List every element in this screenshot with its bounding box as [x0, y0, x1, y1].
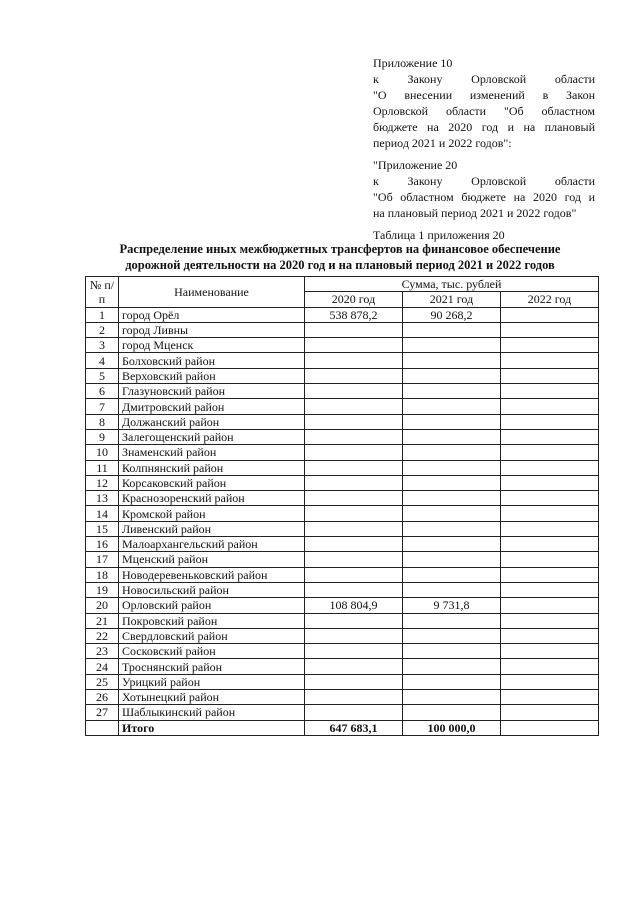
value-2020-cell	[305, 582, 403, 597]
value-2020-cell	[305, 475, 403, 490]
row-name-cell: Малоархангельский район	[119, 537, 305, 552]
table-row	[86, 659, 599, 674]
value-2022-cell	[501, 399, 599, 414]
row-name-cell: город Мценск	[119, 338, 305, 353]
value-2021-cell	[403, 399, 501, 414]
value-2020-cell	[305, 353, 403, 368]
row-name-cell: Глазуновский район	[119, 384, 305, 399]
row-number-cell: 9	[86, 429, 119, 444]
value-2020-cell	[305, 644, 403, 659]
value-2020-cell	[305, 384, 403, 399]
table-row	[86, 384, 599, 399]
column-header-sum: Сумма, тыс. рублей	[305, 277, 599, 292]
row-number-cell: 5	[86, 368, 119, 383]
row-number-cell: 11	[86, 460, 119, 475]
row-number-cell: 20	[86, 598, 119, 613]
row-number-cell: 13	[86, 491, 119, 506]
row-name-cell: Корсаковский район	[119, 475, 305, 490]
total-row	[86, 720, 599, 735]
value-2022-cell	[501, 613, 599, 628]
row-number-cell: 1	[86, 307, 119, 322]
value-2020-cell	[305, 506, 403, 521]
value-2021-cell	[403, 537, 501, 552]
total-2022-cell	[501, 720, 599, 735]
row-name-cell: Троснянский район	[119, 659, 305, 674]
value-2021-cell	[403, 506, 501, 521]
row-number-cell: 21	[86, 613, 119, 628]
row-name-cell: Орловский район	[119, 598, 305, 613]
row-name-cell: Урицкий район	[119, 674, 305, 689]
title-line: Распределение иных межбюджетных трансфертов на финансовое обеспечение	[119, 242, 561, 256]
value-2021-cell	[403, 429, 501, 444]
value-2022-cell	[501, 368, 599, 383]
row-number-cell: 16	[86, 537, 119, 552]
value-2022-cell	[501, 445, 599, 460]
value-2020-cell	[305, 414, 403, 429]
row-number-cell: 25	[86, 674, 119, 689]
row-name-cell: Кромской район	[119, 506, 305, 521]
value-2022-cell	[501, 628, 599, 643]
value-2022-cell	[501, 338, 599, 353]
appendix-20-reference-line: "Об областном бюджете на 2020 год и	[373, 190, 595, 204]
row-number-cell: 4	[86, 353, 119, 368]
value-2020-cell	[305, 537, 403, 552]
value-2022-cell	[501, 582, 599, 597]
column-header-name: Наименование	[119, 277, 305, 308]
table-row	[86, 368, 599, 383]
value-2020-cell	[305, 368, 403, 383]
value-2021-cell	[403, 628, 501, 643]
row-name-cell: Залегощенский район	[119, 429, 305, 444]
value-2021-cell	[403, 384, 501, 399]
value-2021-cell	[403, 445, 501, 460]
value-2022-cell	[501, 353, 599, 368]
table-row	[86, 353, 599, 368]
value-2021-cell	[403, 582, 501, 597]
value-2022-cell	[501, 598, 599, 613]
column-header-year: 2020 год	[305, 292, 403, 307]
value-2022-cell	[501, 414, 599, 429]
table-row	[86, 399, 599, 414]
value-2022-cell	[501, 460, 599, 475]
row-number-cell: 18	[86, 567, 119, 582]
row-number-cell: 7	[86, 399, 119, 414]
value-2020-cell	[305, 613, 403, 628]
table-row	[86, 414, 599, 429]
row-name-cell: Краснозоренский район	[119, 491, 305, 506]
appendix-20-reference-line: к Закону Орловской области	[373, 174, 595, 188]
row-name-cell: Новодеревеньковский район	[119, 567, 305, 582]
row-name-cell: Верховский район	[119, 368, 305, 383]
row-number-cell: 14	[86, 506, 119, 521]
total-2020-cell: 647 683,1	[305, 720, 403, 735]
value-2021-cell	[403, 460, 501, 475]
value-2022-cell	[501, 384, 599, 399]
value-2021-cell	[403, 674, 501, 689]
row-name-cell: Хотынецкий район	[119, 690, 305, 705]
table-row	[86, 491, 599, 506]
row-name-cell: Покровский район	[119, 613, 305, 628]
value-2020-cell	[305, 674, 403, 689]
law-reference-line: "О внесении изменений в Закон	[373, 88, 595, 102]
law-reference-line: бюджете на 2020 год и на плановый	[373, 120, 595, 134]
table-row	[86, 552, 599, 567]
table-row	[86, 475, 599, 490]
row-name-cell: Колпнянский район	[119, 460, 305, 475]
table-row	[86, 644, 599, 659]
value-2020-cell	[305, 521, 403, 536]
row-name-cell: Свердловский район	[119, 628, 305, 643]
value-2020-cell	[305, 491, 403, 506]
value-2020-cell	[305, 429, 403, 444]
value-2021-cell	[403, 491, 501, 506]
table-row	[86, 628, 599, 643]
total-label-cell: Итого	[119, 720, 305, 735]
table-row	[86, 445, 599, 460]
row-number-cell: 24	[86, 659, 119, 674]
value-2021-cell	[403, 338, 501, 353]
table-row	[86, 307, 599, 322]
law-reference-line: Орловской области "Об областном	[373, 104, 595, 118]
value-2020-cell	[305, 705, 403, 720]
total-number-cell	[86, 720, 119, 735]
value-2022-cell	[501, 322, 599, 337]
table-row	[86, 429, 599, 444]
table-row	[86, 506, 599, 521]
value-2022-cell	[501, 705, 599, 720]
table-row	[86, 613, 599, 628]
row-name-cell: Знаменский район	[119, 445, 305, 460]
row-name-cell: город Ливны	[119, 322, 305, 337]
row-name-cell: Болховский район	[119, 353, 305, 368]
law-reference-line: к Закону Орловской области	[373, 72, 595, 86]
row-name-cell: Шаблыкинский район	[119, 705, 305, 720]
value-2021-cell	[403, 322, 501, 337]
value-2021-cell	[403, 414, 501, 429]
row-number-cell: 27	[86, 705, 119, 720]
row-name-cell: Должанский район	[119, 414, 305, 429]
row-number-cell: 12	[86, 475, 119, 490]
table-row	[86, 322, 599, 337]
value-2021-cell	[403, 659, 501, 674]
row-number-cell: 22	[86, 628, 119, 643]
value-2022-cell	[501, 552, 599, 567]
value-2022-cell	[501, 491, 599, 506]
value-2020-cell	[305, 460, 403, 475]
value-2021-cell	[403, 368, 501, 383]
value-2020-cell: 108 804,9	[305, 598, 403, 613]
row-name-cell: Мценский район	[119, 552, 305, 567]
row-number-cell: 23	[86, 644, 119, 659]
value-2020-cell	[305, 690, 403, 705]
value-2020-cell: 538 878,2	[305, 307, 403, 322]
value-2021-cell	[403, 644, 501, 659]
value-2022-cell	[501, 644, 599, 659]
title-line: дорожной деятельности на 2020 год и на плановый период 2021 и 2022 годов	[125, 258, 555, 272]
row-number-cell: 2	[86, 322, 119, 337]
row-number-cell: 6	[86, 384, 119, 399]
row-name-cell: Дмитровский район	[119, 399, 305, 414]
table-row	[86, 674, 599, 689]
value-2022-cell	[501, 567, 599, 582]
value-2022-cell	[501, 690, 599, 705]
table-row	[86, 598, 599, 613]
value-2020-cell	[305, 552, 403, 567]
value-2021-cell: 90 268,2	[403, 307, 501, 322]
row-number-cell: 17	[86, 552, 119, 567]
value-2021-cell	[403, 567, 501, 582]
value-2021-cell	[403, 353, 501, 368]
law-reference-line: период 2021 и 2022 годов":	[373, 136, 512, 150]
table-row	[86, 521, 599, 536]
value-2020-cell	[305, 445, 403, 460]
document-header	[373, 55, 595, 243]
value-2021-cell	[403, 705, 501, 720]
appendix-20-label: "Приложение 20	[373, 158, 458, 172]
row-number-cell: 3	[86, 338, 119, 353]
value-2020-cell	[305, 322, 403, 337]
value-2021-cell	[403, 521, 501, 536]
table-row	[86, 537, 599, 552]
table-row	[86, 567, 599, 582]
table-row	[86, 338, 599, 353]
row-name-cell: Ливенский район	[119, 521, 305, 536]
value-2022-cell	[501, 506, 599, 521]
value-2021-cell: 9 731,8	[403, 598, 501, 613]
document-title	[90, 241, 590, 273]
row-number-cell: 8	[86, 414, 119, 429]
value-2022-cell	[501, 307, 599, 322]
value-2021-cell	[403, 552, 501, 567]
value-2022-cell	[501, 537, 599, 552]
column-header-year: 2021 год	[403, 292, 501, 307]
value-2020-cell	[305, 399, 403, 414]
row-number-cell: 15	[86, 521, 119, 536]
row-number-cell: 10	[86, 445, 119, 460]
value-2020-cell	[305, 628, 403, 643]
value-2020-cell	[305, 659, 403, 674]
row-number-cell: 19	[86, 582, 119, 597]
value-2021-cell	[403, 690, 501, 705]
transfers-table	[85, 276, 599, 736]
table-reference: Таблица 1 приложения 20	[373, 228, 505, 242]
value-2022-cell	[501, 429, 599, 444]
value-2021-cell	[403, 613, 501, 628]
column-header-number: № п/п	[86, 277, 119, 308]
row-name-cell: Новосильский район	[119, 582, 305, 597]
value-2022-cell	[501, 674, 599, 689]
value-2020-cell	[305, 338, 403, 353]
table-row	[86, 582, 599, 597]
table-row	[86, 705, 599, 720]
value-2022-cell	[501, 475, 599, 490]
table-row	[86, 690, 599, 705]
table-row	[86, 460, 599, 475]
column-header-year: 2022 год	[501, 292, 599, 307]
total-2021-cell: 100 000,0	[403, 720, 501, 735]
value-2021-cell	[403, 475, 501, 490]
row-number-cell: 26	[86, 690, 119, 705]
row-name-cell: Сосковский район	[119, 644, 305, 659]
appendix-10-label: Приложение 10	[373, 56, 453, 70]
row-name-cell: город Орёл	[119, 307, 305, 322]
value-2020-cell	[305, 567, 403, 582]
table-body	[86, 307, 599, 735]
value-2022-cell	[501, 659, 599, 674]
appendix-20-reference-line: на плановый период 2021 и 2022 годов"	[373, 206, 577, 220]
value-2022-cell	[501, 521, 599, 536]
